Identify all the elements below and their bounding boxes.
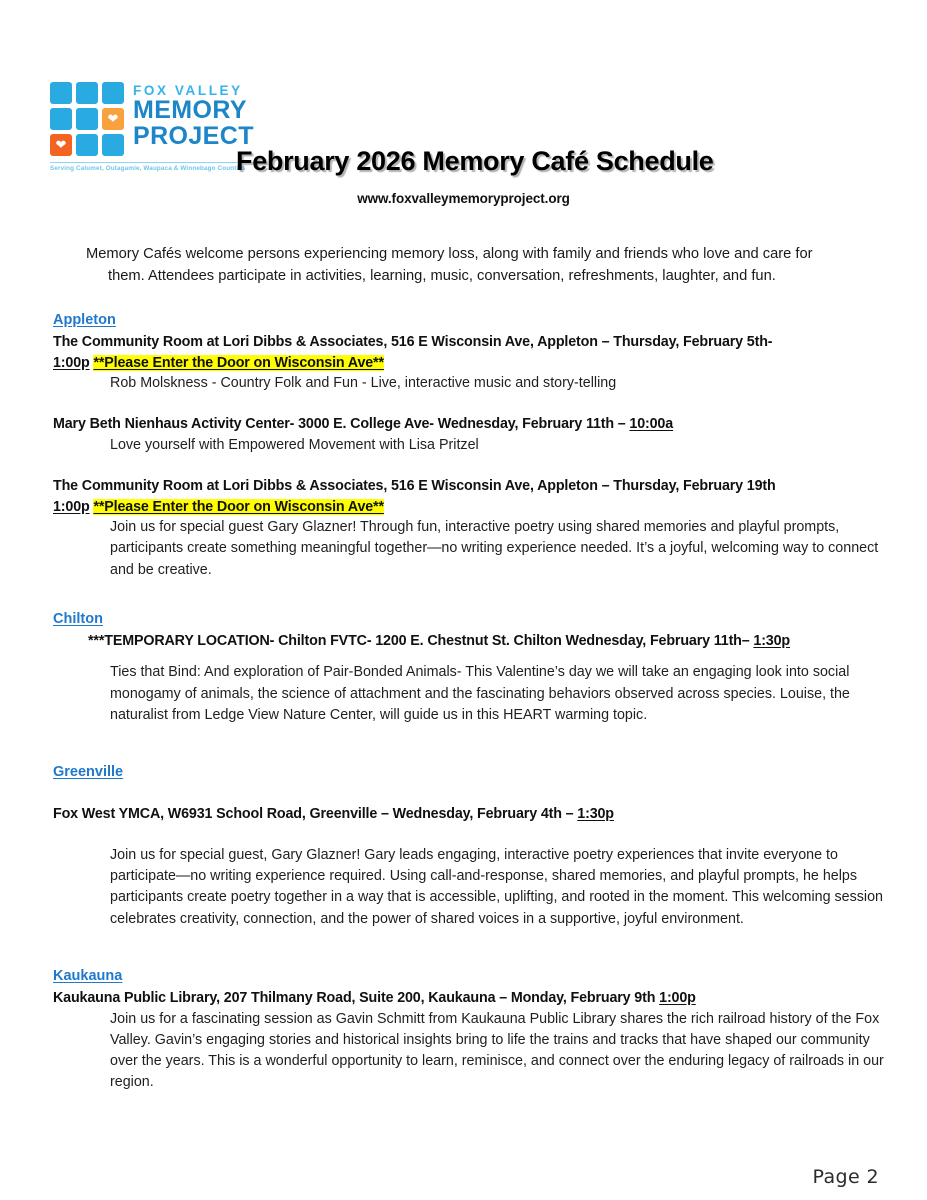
event-venue-line	[53, 804, 888, 825]
section-appleton	[53, 310, 888, 581]
event-description: Join us for a fascinating session as Gavin Schmitt from Kaukauna Public Library shares the rich railroad history of the Fox Valley. Gavin’s engaging stories and historical insights bring to life the trains and tracks that have shaped our community over the years. This is a wonderful opportunity to learn, reminisce, and connect over the enduring legacy of railroads in our region.	[110, 1010, 884, 1091]
event-description: Rob Molskness - Country Folk and Fun - Live, interactive music and story-telling	[110, 375, 617, 391]
city-label: Kaukauna	[53, 968, 123, 985]
logo-line-memory: MEMORY	[133, 96, 247, 124]
spacer	[53, 784, 888, 804]
page-number: Page 2	[812, 1166, 879, 1188]
logo-cell-1	[50, 82, 72, 104]
section-greenville	[53, 762, 888, 930]
event-venue-line	[53, 476, 888, 517]
logo-cell-2	[76, 82, 98, 104]
event-venue-line	[53, 631, 888, 652]
fox-valley-memory-project-logo	[50, 82, 254, 172]
section-heading-kaukauna	[53, 966, 888, 986]
venue-text: The Community Room at Lori Dibbs & Associates, 516 E Wisconsin Ave, Appleton – Thursday, February 5th-	[53, 334, 773, 350]
event-venue-line	[53, 414, 888, 435]
logo-grid-icon	[50, 82, 124, 156]
event-description: Ties that Bind: And exploration of Pair-Bonded Animals- This Valentine’s day we will take an engaging look into social monogamy of animals, the science of attachment and the fascinating behaviors observed across species. Louise, the naturalist from Ledge View Nature Center, will guide us in this HEART warming topic.	[110, 664, 850, 724]
event-time: 1:00p	[53, 354, 90, 371]
section-chilton	[53, 609, 888, 726]
event-highlight-note: **Please Enter the Door on Wisconsin Ave**	[93, 498, 384, 515]
spacer	[53, 651, 888, 662]
venue-text: Kaukauna Public Library, 207 Thilmany Road, Suite 200, Kaukauna – Monday, February 9th	[53, 990, 660, 1007]
logo-cell-4	[50, 108, 72, 130]
city-label: Appleton	[53, 312, 116, 328]
event-description: Join us for special guest, Gary Glazner! Gary leads engaging, interactive poetry experiences that invite everyone to participate—no writing experience required. Using call-and-response, shared memories, and playful prompts, he helps participants create poetry together in a way that is accessible, uplifting, and rooted in the moment. This welcoming session celebrates creativity, connection, and the power of shared voices in a supportive, joyful environment.	[110, 846, 883, 927]
logo-divider	[50, 162, 238, 163]
logo-tagline: Serving Calumet, Outagamie, Waupaca & Winnebago Counties	[50, 165, 246, 172]
logo-cell-3	[102, 82, 124, 104]
logo-wordmark	[133, 82, 254, 149]
city-label: Chilton	[53, 610, 103, 627]
logo-cell-6-heart-icon	[102, 108, 124, 130]
intro-line-2: them. Attendees participate in activities, learning, music, conversation, refreshments, laughter, and fun.	[108, 267, 776, 284]
venue-text: The Community Room at Lori Dibbs & Associates, 516 E Wisconsin Ave, Appleton – Thursday, February 19th	[53, 478, 776, 495]
venue-text: Fox West YMCA, W6931 School Road, Greenville – Wednesday, February 4th –	[53, 806, 578, 823]
event-description: Love yourself with Empowered Movement with Lisa Pritzel	[110, 436, 479, 453]
section-heading-chilton	[53, 609, 888, 629]
section-kaukauna	[53, 966, 888, 1094]
logo-line-project: PROJECT	[133, 122, 254, 150]
spacer	[53, 456, 888, 476]
spacer	[53, 930, 888, 966]
spacer	[53, 581, 888, 609]
intro-line-1: Memory Cafés welcome persons experiencing memory loss, along with family and friends who love and care for	[86, 246, 813, 262]
event-description: Join us for special guest Gary Glazner! Through fun, interactive poetry using shared memories and playful prompts, participants create something meaningful together—no writing experience needed. It’s a joyful, welcoming way to connect and be creative.	[110, 519, 879, 578]
event-time: 1:00p	[659, 990, 696, 1007]
venue-text: ***TEMPORARY LOCATION- Chilton FVTC- 1200 E. Chestnut St. Chilton Wednesday, February 11th–	[88, 632, 754, 649]
logo-cell-5	[76, 108, 98, 130]
city-label: Greenville	[53, 764, 124, 781]
event-time: 1:30p	[753, 632, 790, 649]
event-time: 1:00p	[53, 498, 90, 515]
event-time: 1:30p	[577, 806, 614, 823]
event-time: 10:00a	[629, 416, 674, 433]
logo-cell-8	[76, 134, 98, 156]
venue-text: Mary Beth Nienhaus Activity Center- 3000 E. College Ave- Wednesday, February 11th –	[53, 416, 630, 433]
intro-paragraph	[86, 244, 876, 287]
logo-cell-9	[102, 134, 124, 156]
schedule-content	[53, 310, 888, 1094]
event-venue-line	[53, 988, 888, 1009]
event-highlight-note: **Please Enter the Door on Wisconsin Ave**	[93, 354, 384, 371]
website-url: www.foxvalleymemoryproject.org	[357, 191, 570, 206]
heart-icon: ❤	[107, 110, 119, 126]
spacer	[53, 394, 888, 414]
page-title: February 2026 Memory Café Schedule	[236, 146, 714, 176]
spacer	[53, 726, 888, 762]
logo-line-fox-valley: FOX VALLEY	[133, 83, 243, 98]
spacer	[53, 825, 888, 845]
heart-icon: ❤	[55, 136, 67, 152]
section-heading-appleton	[53, 310, 888, 330]
event-venue-line	[53, 332, 888, 373]
logo-cell-7-heart-icon	[50, 134, 72, 156]
document-header	[0, 0, 927, 206]
section-heading-greenville	[53, 762, 888, 782]
